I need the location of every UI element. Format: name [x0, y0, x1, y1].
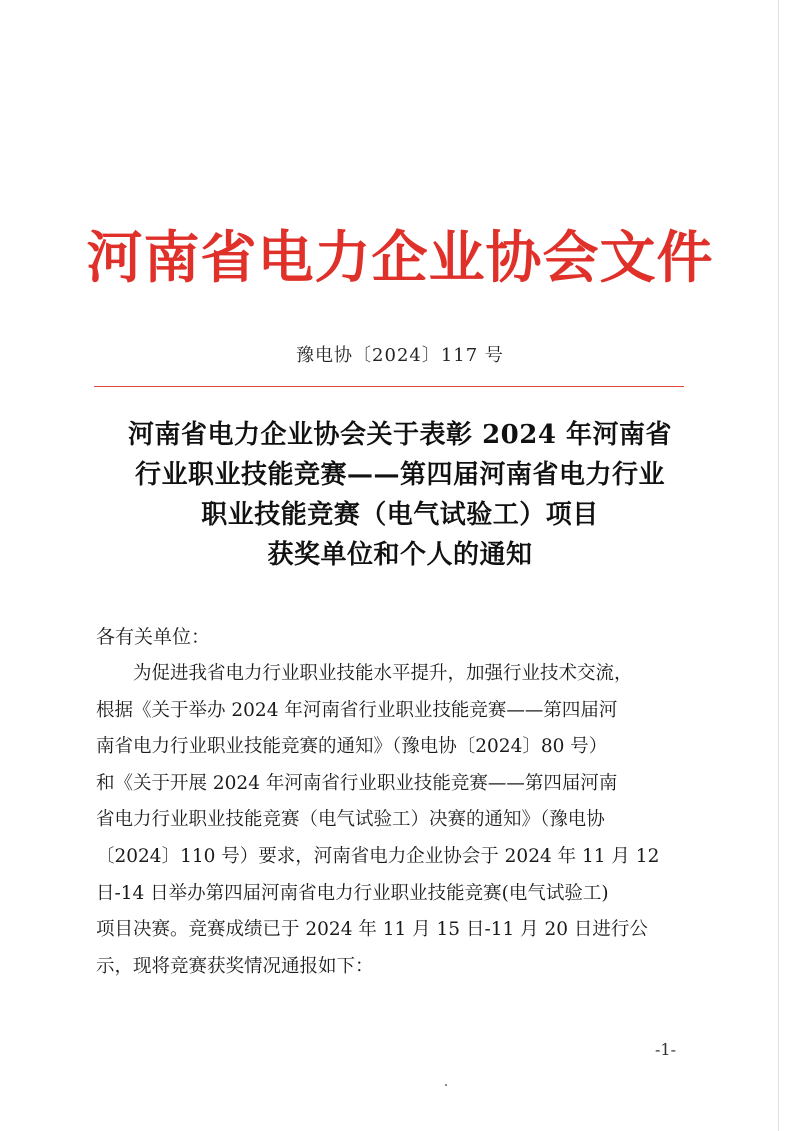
body-line: 示，现将竞赛获奖情况通报如下：	[96, 955, 374, 977]
notice-title-line: 河南省电力企业协会关于表彰 2024 年河南省	[128, 420, 672, 450]
notice-title-line: 获奖单位和个人的通知	[267, 540, 533, 570]
body-line: 为促进我省电力行业职业技能水平提升，加强行业技术交流，	[96, 663, 633, 684]
document-number: 豫电协〔2024〕117 号	[296, 345, 504, 366]
body-line: 和《关于开展 2024 年河南省行业职业技能竞赛——第四届河南	[96, 772, 618, 794]
notice-title	[70, 415, 730, 575]
page-number: -1-	[655, 1040, 676, 1059]
body-line: 日-14 日举办第四届河南省电力行业职业技能竞赛(电气试验工)	[96, 882, 609, 904]
body-line: 南省电力行业职业技能竞赛的通知》（豫电协〔2024〕80 号）	[96, 736, 608, 758]
body-line: 项目决赛。竞赛成绩已于 2024 年 11 月 15 日-11 月 20 日进行公	[96, 919, 648, 941]
body-line: 省电力行业职业技能竞赛（电气试验工）决赛的通知》（豫电协	[96, 809, 605, 831]
body-line: 根据《关于举办 2024 年河南省行业职业技能竞赛——第四届河	[96, 699, 618, 721]
body-line: 〔2024〕110 号）要求，河南省电力企业协会于 2024 年 11 月 12	[96, 845, 660, 867]
scan-speck	[445, 1084, 447, 1086]
scan-edge-line	[778, 0, 779, 1131]
red-separator-line	[94, 386, 684, 387]
notice-title-line: 职业技能竞赛（电气试验工）项目	[201, 500, 599, 530]
body-paragraph	[96, 656, 736, 985]
salutation: 各有关单位：	[96, 626, 211, 648]
document-header-title: 河南省电力企业协会文件	[86, 225, 714, 291]
notice-title-line: 行业职业技能竞赛——第四届河南省电力行业	[134, 460, 665, 490]
